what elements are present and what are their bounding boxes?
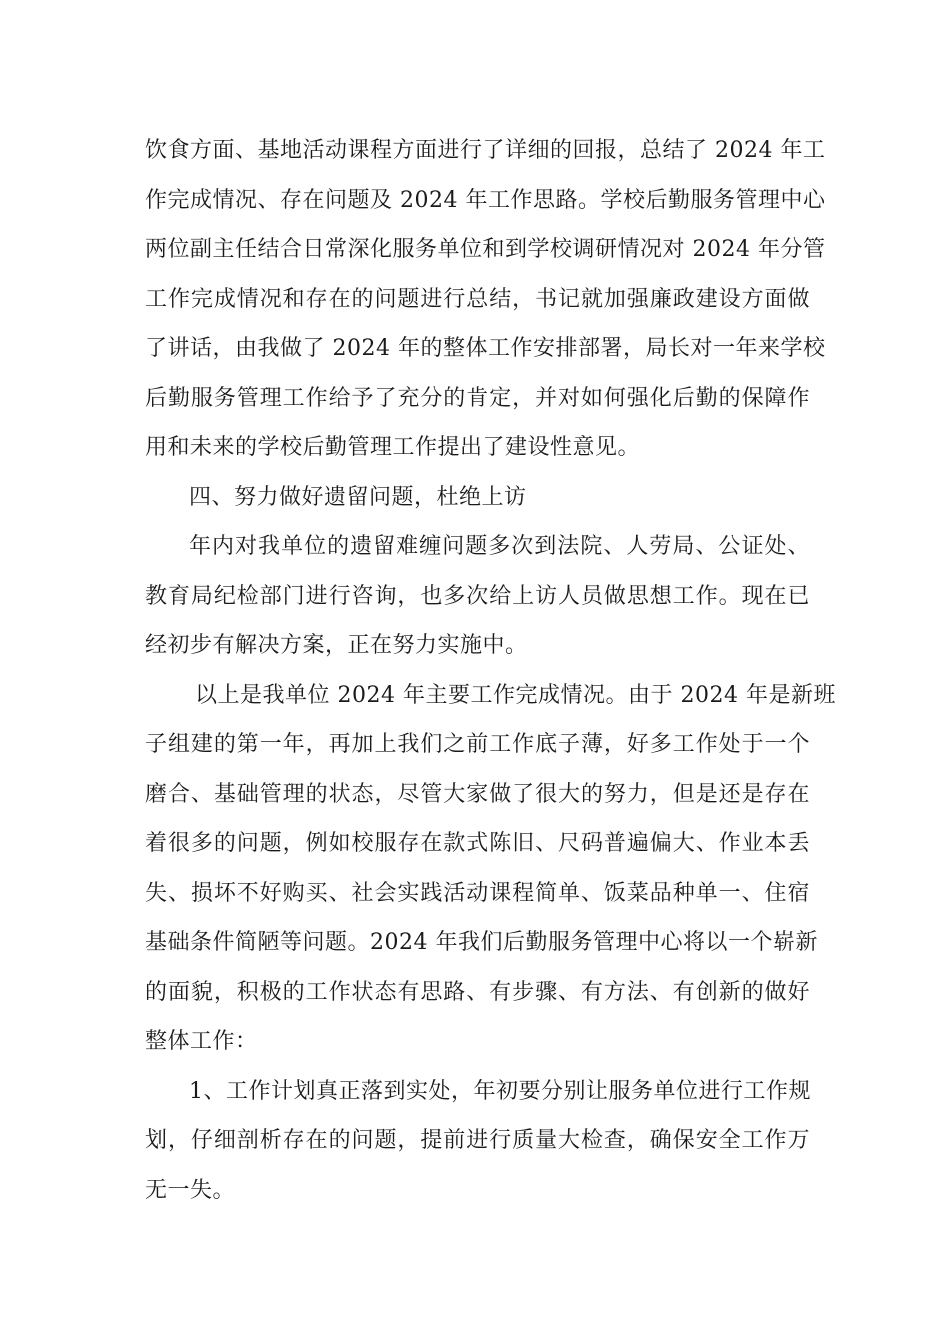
- text-line: 划，仔细剖析存在的问题，提前进行质量大检查，确保安全工作万: [145, 1128, 810, 1153]
- text-line: 无一失。: [145, 1177, 236, 1203]
- text-line: 教育局纪检部门进行咨询，也多次给上访人员做思想工作。现在已: [145, 583, 810, 609]
- text-line: 经初步有解决方案，正在努力实施中。: [145, 633, 528, 658]
- text-line: 着很多的问题，例如校服存在款式陈旧、尺码普遍偏大、作业本丢: [145, 831, 810, 856]
- text-line: 子组建的第一年，再加上我们之前工作底子薄，好多工作处于一个: [145, 732, 810, 757]
- document-body: [145, 126, 836, 1215]
- text-line: 了讲话，由我做了 2024 年的整体工作安排部署，局长对一年来学校: [145, 336, 826, 361]
- text-line: 饮食方面、基地活动课程方面进行了详细的回报，总结了 2024 年工: [145, 138, 826, 163]
- text-line: 后勤服务管理工作给予了充分的肯定，并对如何强化后勤的保障作: [145, 385, 810, 411]
- text-line: 用和未来的学校后勤管理工作提出了建设性意见。: [145, 435, 641, 460]
- text-line: 磨合、基础管理的状态，尽管大家做了很大的努力，但是还是存在: [145, 781, 810, 807]
- list-item-line: 1、工作计划真正落到实处，年初要分别让服务单位进行工作规: [189, 1078, 811, 1104]
- text-line: 年内对我单位的遗留难缠问题多次到法院、人劳局、公证处、: [189, 534, 810, 559]
- section-heading: 四、努力做好遗留问题，杜绝上访: [189, 484, 527, 510]
- text-line: 两位副主任结合日常深化服务单位和到学校调研情况对 2024 年分管: [145, 237, 826, 262]
- text-line: 基础条件简陋等问题。2024 年我们后勤服务管理中心将以一个崭新: [145, 930, 818, 955]
- text-line: 工作完成情况和存在的问题进行总结，书记就加强廉政建设方面做: [145, 286, 810, 312]
- text-line: 失、损坏不好购买、社会实践活动课程简单、饭菜品种单一、住宿: [145, 880, 810, 906]
- text-line: 整体工作：: [145, 1029, 258, 1054]
- text-line: 的面貌，积极的工作状态有思路、有步骤、有方法、有创新的做好: [145, 979, 810, 1005]
- text-line: 以上是我单位 2024 年主要工作完成情况。由于 2024 年是新班: [195, 682, 836, 708]
- text-line: 作完成情况、存在问题及 2024 年工作思路。学校后勤服务管理中心: [145, 187, 826, 213]
